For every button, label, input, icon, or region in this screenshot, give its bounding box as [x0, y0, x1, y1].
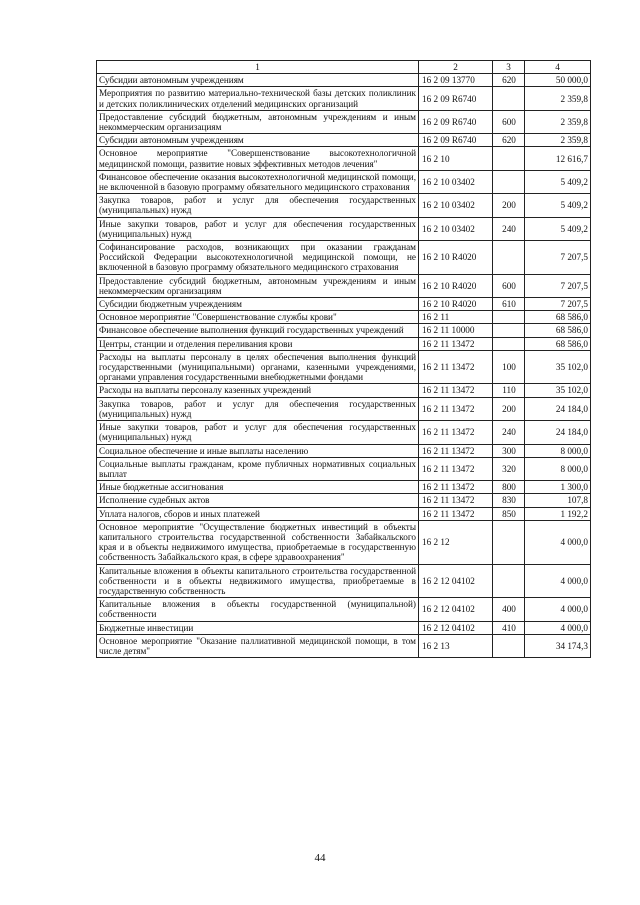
row-vr-cell: 850	[493, 507, 525, 520]
row-amount-cell: 5 409,2	[525, 194, 591, 217]
row-amount-cell: 7 207,5	[525, 274, 591, 297]
row-vr-cell	[493, 170, 525, 193]
row-code-cell: 16 2 11 13472	[419, 444, 493, 457]
row-amount-cell: 4 000,0	[525, 598, 591, 621]
row-amount-cell: 1 192,2	[525, 507, 591, 520]
row-amount-cell: 1 300,0	[525, 481, 591, 494]
row-vr-cell: 300	[493, 444, 525, 457]
row-amount-cell: 4 000,0	[525, 520, 591, 564]
row-amount-cell: 24 184,0	[525, 421, 591, 444]
row-code-cell: 16 2 10 03402	[419, 217, 493, 240]
table-row	[97, 621, 591, 634]
row-vr-cell: 410	[493, 621, 525, 634]
table-row	[97, 217, 591, 240]
row-code-cell: 16 2 12 04102	[419, 564, 493, 598]
row-vr-cell: 620	[493, 134, 525, 147]
row-amount-cell: 68 586,0	[525, 311, 591, 324]
row-name-cell: Бюджетные инвестиции	[97, 621, 419, 634]
row-amount-cell: 5 409,2	[525, 170, 591, 193]
row-name-cell: Центры, станции и отделения переливания крови	[97, 337, 419, 350]
table-row	[97, 457, 591, 480]
row-code-cell: 16 2 11 13472	[419, 421, 493, 444]
row-code-cell: 16 2 11 13472	[419, 457, 493, 480]
header-col-3: 3	[493, 61, 525, 74]
row-name-cell: Финансовое обеспечение оказания высокотехнологичной медицинской помощи, не включенной в базовую программу обязательного медицинского страхования	[97, 170, 419, 193]
row-amount-cell: 5 409,2	[525, 217, 591, 240]
row-vr-cell: 610	[493, 298, 525, 311]
row-name-cell: Софинансирование расходов, возникающих при оказании гражданам Российской Федерации высокотехнологичной медицинской помощи, не включенной в базовую программу обязательного медицинского страхования	[97, 241, 419, 275]
table-row	[97, 241, 591, 275]
table-row	[97, 481, 591, 494]
row-amount-cell: 2 359,8	[525, 134, 591, 147]
table-row	[97, 134, 591, 147]
table-row	[97, 444, 591, 457]
row-amount-cell: 50 000,0	[525, 74, 591, 87]
table-row	[97, 397, 591, 420]
row-vr-cell	[493, 564, 525, 598]
row-code-cell: 16 2 11 13472	[419, 397, 493, 420]
row-code-cell: 16 2 13	[419, 634, 493, 657]
row-amount-cell: 2 359,8	[525, 110, 591, 133]
row-name-cell: Мероприятия по развитию материально-технической базы детских поликлиник и детских поликлинических отделений медицинских организаций	[97, 87, 419, 110]
row-name-cell: Исполнение судебных актов	[97, 494, 419, 507]
row-code-cell: 16 2 10 R4020	[419, 298, 493, 311]
table-row	[97, 170, 591, 193]
row-vr-cell: 100	[493, 350, 525, 384]
row-name-cell: Капитальные вложения в объекты государственной (муниципальной) собственности	[97, 598, 419, 621]
table-row	[97, 350, 591, 384]
row-name-cell: Основное мероприятие "Совершенствование службы крови"	[97, 311, 419, 324]
row-name-cell: Расходы на выплаты персоналу в целях обеспечения выполнения функций государственными (муниципальными) органами, казенными учреждениями, органами управления государственными внебюджетными фондами	[97, 350, 419, 384]
header-col-2: 2	[419, 61, 493, 74]
row-vr-cell	[493, 634, 525, 657]
row-amount-cell: 34 174,3	[525, 634, 591, 657]
row-amount-cell: 4 000,0	[525, 564, 591, 598]
row-vr-cell: 600	[493, 274, 525, 297]
row-code-cell: 16 2 11	[419, 311, 493, 324]
row-vr-cell: 110	[493, 384, 525, 397]
row-vr-cell: 320	[493, 457, 525, 480]
row-name-cell: Финансовое обеспечение выполнения функций государственных учреждений	[97, 324, 419, 337]
row-code-cell: 16 2 10	[419, 147, 493, 170]
header-col-4: 4	[525, 61, 591, 74]
row-vr-cell	[493, 520, 525, 564]
row-name-cell: Основное мероприятие "Оказание паллиативной медицинской помощи, в том числе детям"	[97, 634, 419, 657]
row-vr-cell: 240	[493, 421, 525, 444]
table-row	[97, 337, 591, 350]
table-row	[97, 194, 591, 217]
row-amount-cell: 107,8	[525, 494, 591, 507]
row-code-cell: 16 2 12 04102	[419, 598, 493, 621]
row-vr-cell: 830	[493, 494, 525, 507]
table-row	[97, 87, 591, 110]
row-amount-cell: 7 207,5	[525, 298, 591, 311]
row-vr-cell	[493, 311, 525, 324]
row-amount-cell: 8 000,0	[525, 457, 591, 480]
row-amount-cell: 68 586,0	[525, 337, 591, 350]
row-amount-cell: 7 207,5	[525, 241, 591, 275]
table-row	[97, 494, 591, 507]
table-row	[97, 507, 591, 520]
row-name-cell: Предоставление субсидий бюджетным, автономным учреждениям и иным некоммерческим организациям	[97, 110, 419, 133]
row-vr-cell	[493, 337, 525, 350]
row-amount-cell: 4 000,0	[525, 621, 591, 634]
row-name-cell: Расходы на выплаты персоналу казенных учреждений	[97, 384, 419, 397]
row-code-cell: 16 2 09 R6740	[419, 134, 493, 147]
row-code-cell: 16 2 09 R6740	[419, 87, 493, 110]
row-name-cell: Закупка товаров, работ и услуг для обеспечения государственных (муниципальных) нужд	[97, 194, 419, 217]
row-code-cell: 16 2 11 13472	[419, 350, 493, 384]
row-name-cell: Закупка товаров, работ и услуг для обеспечения государственных (муниципальных) нужд	[97, 397, 419, 420]
row-name-cell: Основное мероприятие "Совершенствование высокотехнологичной медицинской помощи, развитие новых эффективных методов лечения"	[97, 147, 419, 170]
row-amount-cell: 24 184,0	[525, 397, 591, 420]
row-code-cell: 16 2 11 13472	[419, 337, 493, 350]
table-row	[97, 110, 591, 133]
table-header-row	[97, 61, 591, 74]
page-number: 44	[314, 852, 326, 864]
row-amount-cell: 2 359,8	[525, 87, 591, 110]
row-code-cell: 16 2 11 13472	[419, 384, 493, 397]
row-name-cell: Субсидии бюджетным учреждениям	[97, 298, 419, 311]
row-name-cell: Социальное обеспечение и иные выплаты населению	[97, 444, 419, 457]
table-row	[97, 324, 591, 337]
row-code-cell: 16 2 09 R6740	[419, 110, 493, 133]
row-name-cell: Капитальные вложения в объекты капитального строительства государственной собственности и в объекты недвижимого имущества, приобретаемые в государственную собственность	[97, 564, 419, 598]
row-name-cell: Субсидии автономным учреждениям	[97, 134, 419, 147]
table-row	[97, 311, 591, 324]
table-row	[97, 147, 591, 170]
row-name-cell: Иные бюджетные ассигнования	[97, 481, 419, 494]
table-row	[97, 74, 591, 87]
table-row	[97, 384, 591, 397]
table-row	[97, 421, 591, 444]
budget-table	[96, 60, 591, 658]
table-row	[97, 274, 591, 297]
row-vr-cell: 200	[493, 397, 525, 420]
header-col-1: 1	[97, 61, 419, 74]
row-amount-cell: 68 586,0	[525, 324, 591, 337]
row-code-cell: 16 2 11 10000	[419, 324, 493, 337]
row-vr-cell: 200	[493, 194, 525, 217]
row-vr-cell	[493, 87, 525, 110]
row-name-cell: Субсидии автономным учреждениям	[97, 74, 419, 87]
row-amount-cell: 12 616,7	[525, 147, 591, 170]
row-code-cell: 16 2 09 13770	[419, 74, 493, 87]
row-name-cell: Иные закупки товаров, работ и услуг для обеспечения государственных (муниципальных) нужд	[97, 421, 419, 444]
row-code-cell: 16 2 10 03402	[419, 194, 493, 217]
row-code-cell: 16 2 12	[419, 520, 493, 564]
row-name-cell: Уплата налогов, сборов и иных платежей	[97, 507, 419, 520]
row-code-cell: 16 2 10 03402	[419, 170, 493, 193]
row-vr-cell: 620	[493, 74, 525, 87]
table-body	[97, 74, 591, 658]
row-code-cell: 16 2 11 13472	[419, 507, 493, 520]
table-row	[97, 298, 591, 311]
row-code-cell: 16 2 11 13472	[419, 481, 493, 494]
budget-document	[96, 60, 590, 658]
table-row	[97, 564, 591, 598]
table-row	[97, 520, 591, 564]
row-vr-cell: 240	[493, 217, 525, 240]
row-code-cell: 16 2 10 R4020	[419, 274, 493, 297]
row-code-cell: 16 2 12 04102	[419, 621, 493, 634]
row-name-cell: Предоставление субсидий бюджетным, автономным учреждениям и иным некоммерческим организациям	[97, 274, 419, 297]
row-code-cell: 16 2 10 R4020	[419, 241, 493, 275]
row-amount-cell: 35 102,0	[525, 350, 591, 384]
row-vr-cell: 600	[493, 110, 525, 133]
row-amount-cell: 35 102,0	[525, 384, 591, 397]
table-row	[97, 634, 591, 657]
row-code-cell: 16 2 11 13472	[419, 494, 493, 507]
row-vr-cell	[493, 324, 525, 337]
row-vr-cell: 400	[493, 598, 525, 621]
row-vr-cell	[493, 147, 525, 170]
table-row	[97, 598, 591, 621]
row-name-cell: Иные закупки товаров, работ и услуг для обеспечения государственных (муниципальных) нужд	[97, 217, 419, 240]
row-vr-cell	[493, 241, 525, 275]
row-name-cell: Основное мероприятие "Осуществление бюджетных инвестиций в объекты капитального строительства государственной собственности Забайкальского края и в объекты недвижимого имущества, приобретаемые в государственную собственность Забайкальского края, в сфере здравоохранения"	[97, 520, 419, 564]
row-vr-cell: 800	[493, 481, 525, 494]
row-name-cell: Социальные выплаты гражданам, кроме публичных нормативных социальных выплат	[97, 457, 419, 480]
row-amount-cell: 8 000,0	[525, 444, 591, 457]
